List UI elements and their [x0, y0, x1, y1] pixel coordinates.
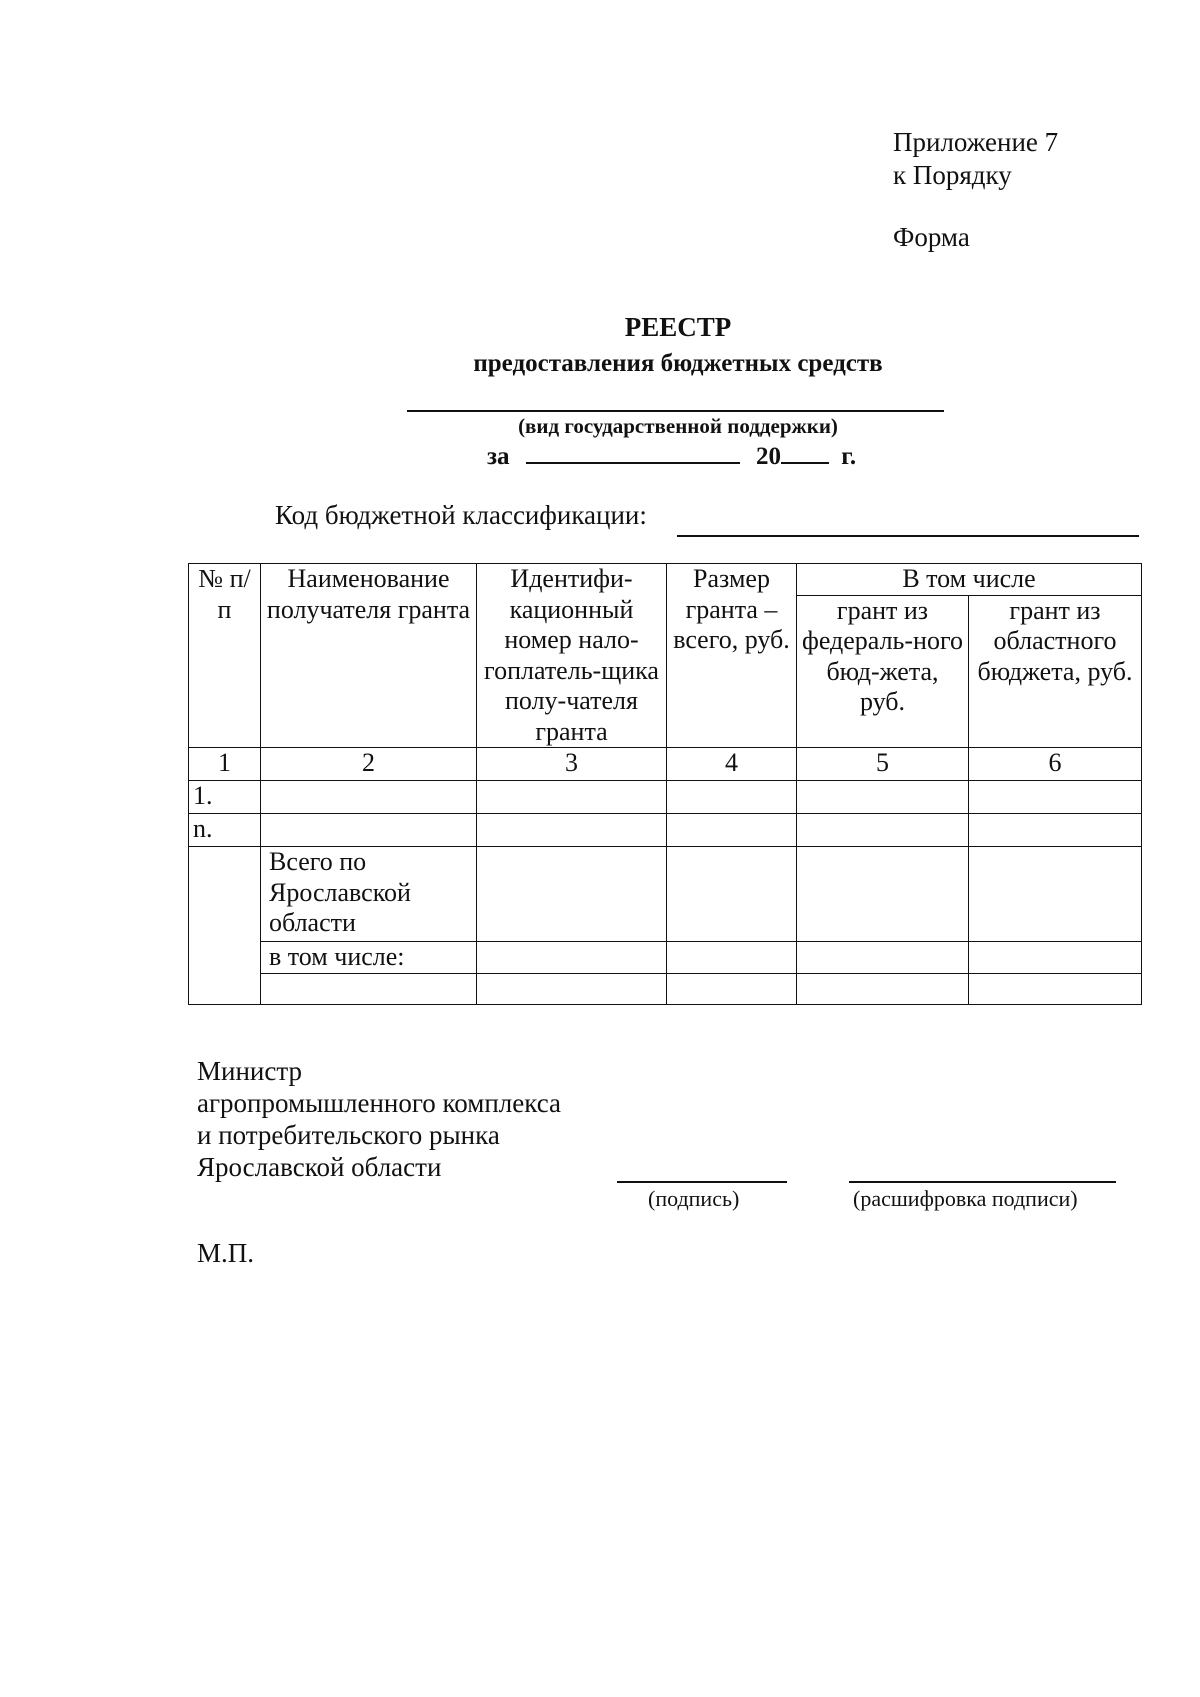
row-number: n. [189, 814, 261, 847]
row-cell [477, 973, 667, 1004]
column-number-2: 2 [261, 748, 477, 781]
column-number-3: 3 [477, 748, 667, 781]
header-regional-grant: грант из областного бюджета, руб. [969, 595, 1142, 747]
header-number: № п/п [189, 564, 261, 748]
including-label: в том числе: [261, 942, 477, 974]
document-subtitle: предоставления бюджетных средств [473, 350, 883, 377]
row-cell [261, 973, 477, 1004]
row-cell [261, 781, 477, 814]
row-cell [477, 942, 667, 974]
signature-caption: (подпись) [648, 1186, 740, 1211]
appendix-number: Приложение 7 [893, 127, 1059, 157]
period-blank [526, 440, 740, 464]
registry-table [188, 563, 1142, 1005]
total-row [189, 847, 1142, 942]
signature-blank-line [617, 1181, 787, 1183]
including-row [189, 942, 1142, 974]
row-cell [797, 814, 969, 847]
header-recipient-name: Наименование получателя гранта [261, 564, 477, 748]
period-line [487, 440, 856, 471]
period-prefix: за [487, 443, 510, 470]
appendix-reference [893, 126, 1058, 192]
row-cell [477, 847, 667, 942]
minister-title-line: Ярославской области [197, 1152, 442, 1182]
year-prefix: 20 [756, 443, 782, 470]
budget-code-blank-line [677, 535, 1139, 537]
table-row [189, 781, 1142, 814]
signature-decode-caption: (расшифровка подписи) [853, 1186, 1078, 1211]
row-cell [667, 847, 797, 942]
year-suffix: г. [841, 443, 857, 470]
budget-code-label: Код бюджетной классификации: [275, 500, 647, 530]
row-cell [969, 847, 1142, 942]
row-cell [797, 847, 969, 942]
column-numbers-row [189, 748, 1142, 781]
row-cell [667, 973, 797, 1004]
minister-title-line: Министр [197, 1056, 302, 1086]
minister-title-line: и потребительского рынка [197, 1120, 500, 1150]
column-number-5: 5 [797, 748, 969, 781]
table-row [189, 814, 1142, 847]
appendix-order: к Порядку [893, 160, 1012, 190]
total-label: Всего по Ярославской области [261, 847, 477, 942]
row-cell [477, 781, 667, 814]
row-cell [969, 973, 1142, 1004]
column-number-1: 1 [189, 748, 261, 781]
total-number-cell [189, 847, 261, 1005]
row-cell [969, 814, 1142, 847]
including-blank-row [189, 973, 1142, 1004]
row-cell [969, 781, 1142, 814]
minister-block [197, 1055, 561, 1183]
support-type-caption: (вид государственной поддержки) [518, 414, 838, 438]
header-including-group: В том числе [797, 564, 1142, 596]
column-number-6: 6 [969, 748, 1142, 781]
header-taxpayer-id: Идентифи-кационный номер нало-гоплатель-щика полу-чателя гранта [477, 564, 667, 748]
signature-decode-blank-line [849, 1181, 1116, 1183]
column-number-4: 4 [667, 748, 797, 781]
row-cell [667, 942, 797, 974]
row-number: 1. [189, 781, 261, 814]
support-type-blank-line [407, 410, 944, 412]
document-title: РЕЕСТР [624, 312, 732, 342]
row-cell [969, 942, 1142, 974]
row-cell [261, 814, 477, 847]
form-label: Форма [893, 222, 970, 252]
minister-title-line: агропромышленного комплекса [197, 1088, 561, 1118]
row-cell [797, 942, 969, 974]
header-grant-total: Размер гранта – всего, руб. [667, 564, 797, 748]
row-cell [667, 781, 797, 814]
stamp-placeholder: М.П. [197, 1238, 255, 1268]
row-cell [667, 814, 797, 847]
row-cell [797, 781, 969, 814]
row-cell [477, 814, 667, 847]
year-blank [781, 440, 829, 464]
row-cell [797, 973, 969, 1004]
header-federal-grant: грант из федераль-ного бюд-жета, руб. [797, 595, 969, 747]
